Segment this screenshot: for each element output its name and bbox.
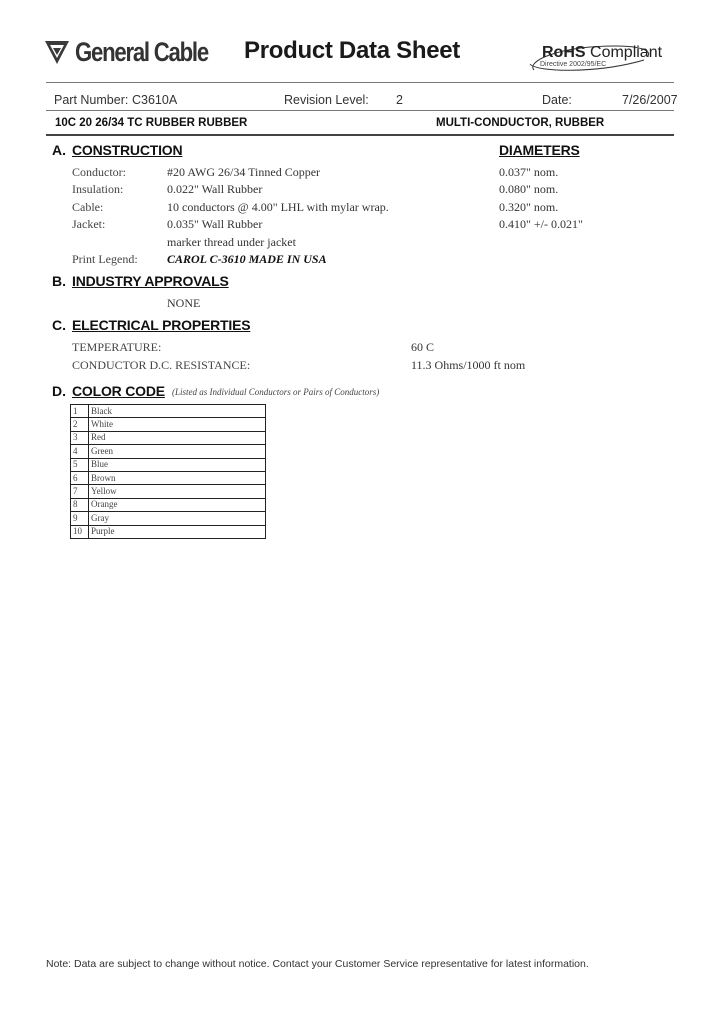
date-label: Date: [542, 93, 572, 107]
color-name: Gray [89, 512, 266, 525]
color-name: Black [89, 405, 266, 418]
approvals-value: NONE [167, 296, 201, 310]
construction-title: CONSTRUCTION [72, 142, 183, 158]
color-number: 6 [71, 471, 89, 484]
color-number: 8 [71, 498, 89, 511]
conductor-value: #20 AWG 26/34 Tinned Copper [167, 165, 321, 179]
temperature-value: 60 C [411, 340, 435, 354]
insulation-label: Insulation: [72, 182, 124, 196]
color-name: Purple [89, 525, 266, 538]
part-number-value: C3610A [132, 93, 178, 107]
date-value: 7/26/2007 [622, 93, 678, 107]
colorcode-note: (Listed as Individual Conductors or Pairs of Conductors) [172, 387, 380, 397]
color-number: 10 [71, 525, 89, 538]
rohs-label: RoHS Compliant [542, 44, 663, 61]
color-name: Red [89, 431, 266, 444]
table-row [71, 431, 266, 444]
table-row [71, 458, 266, 471]
insulation-value: 0.022" Wall Rubber [167, 182, 263, 196]
section-letter: D. [52, 383, 66, 399]
table-row [71, 418, 266, 431]
color-name: Blue [89, 458, 266, 471]
product-category: MULTI-CONDUCTOR, RUBBER [436, 117, 605, 129]
color-number: 3 [71, 431, 89, 444]
general-cable-logo-icon [42, 37, 72, 67]
diameters-title: DIAMETERS [499, 142, 580, 158]
color-number: 1 [71, 405, 89, 418]
section-letter: B. [52, 273, 66, 289]
print-legend-value: CAROL C-3610 MADE IN USA [167, 252, 327, 266]
brand-name: General Cable [75, 36, 208, 67]
table-row [71, 471, 266, 484]
color-code-table [70, 404, 266, 539]
jacket-label: Jacket: [72, 217, 106, 231]
color-name: Brown [89, 471, 266, 484]
table-row [71, 445, 266, 458]
color-number: 9 [71, 512, 89, 525]
color-number: 5 [71, 458, 89, 471]
section-letter: A. [52, 142, 66, 158]
insulation-diameter: 0.080" nom. [499, 182, 559, 196]
cable-label: Cable: [72, 200, 104, 214]
resistance-value: 11.3 Ohms/1000 ft nom [411, 358, 526, 372]
colorcode-title: COLOR CODE [72, 383, 165, 399]
color-name: White [89, 418, 266, 431]
table-row [71, 485, 266, 498]
jacket-value: 0.035" Wall Rubber [167, 217, 263, 231]
rohs-directive: Directive 2002/95/EC [540, 61, 607, 68]
conductor-label: Conductor: [72, 165, 126, 179]
color-number: 2 [71, 418, 89, 431]
divider [46, 110, 674, 111]
print-legend-label: Print Legend: [72, 252, 138, 266]
conductor-diameter: 0.037" nom. [499, 165, 559, 179]
divider [46, 82, 674, 83]
color-number: 7 [71, 485, 89, 498]
divider [46, 134, 674, 136]
electrical-title: ELECTRICAL PROPERTIES [72, 317, 251, 333]
revision-value: 2 [396, 93, 403, 107]
table-row [71, 405, 266, 418]
jacket-diameter: 0.410" +/- 0.021" [499, 217, 583, 231]
page-title: Product Data Sheet [244, 37, 460, 64]
table-row [71, 512, 266, 525]
color-number: 4 [71, 445, 89, 458]
table-row [71, 498, 266, 511]
part-number-label: Part Number: [54, 93, 129, 107]
footer-note: Note: Data are subject to change without notice. Contact your Customer Service representative for latest information. [46, 958, 589, 970]
table-row [71, 525, 266, 538]
revision-label: Revision Level: [284, 93, 369, 107]
color-name: Yellow [89, 485, 266, 498]
temperature-label: TEMPERATURE: [72, 340, 162, 354]
approvals-title: INDUSTRY APPROVALS [72, 273, 229, 289]
product-description: 10C 20 26/34 TC RUBBER RUBBER [55, 117, 248, 129]
section-letter: C. [52, 317, 66, 333]
color-name: Green [89, 445, 266, 458]
brand-logo [42, 34, 237, 70]
resistance-label: CONDUCTOR D.C. RESISTANCE: [72, 358, 251, 372]
rohs-badge [526, 42, 663, 72]
cable-diameter: 0.320" nom. [499, 200, 559, 214]
cable-value: 10 conductors @ 4.00" LHL with mylar wrap. [167, 200, 389, 214]
jacket-extra: marker thread under jacket [167, 235, 296, 249]
color-name: Orange [89, 498, 266, 511]
